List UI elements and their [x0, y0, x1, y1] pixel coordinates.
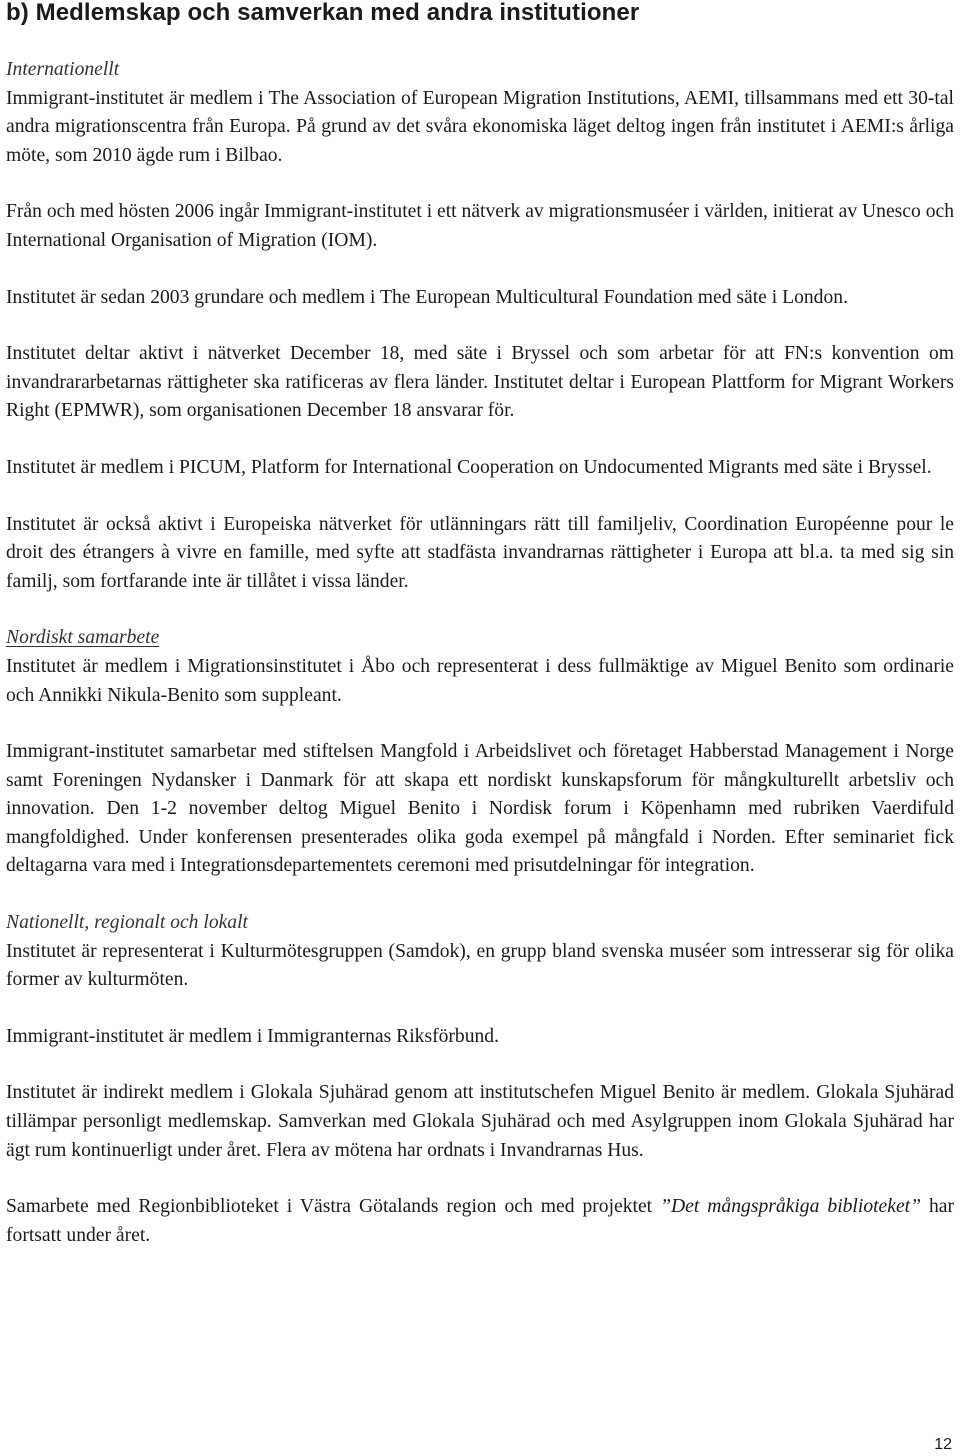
- paragraph-nordic-forum: Immigrant-institutet samarbetar med stiftelsen Mangfold i Arbeidslivet och företaget Habberstad Management i Norge samt Foreningen Nydansker i Danmark för att skapa ett nordiskt kunskapsforum för mångkulturellt arbetsliv och innovation. Den 1-2 november deltog Miguel Benito i Nordisk forum i Köpenhamn med rubriken Vaerdifuld mangfoldighed. Under konferensen presenterades olika goda exempel på mångfald i Norden. Efter seminariet fick deltagarna vara med i Integrationsdepartementets ceremoni med prisutdelningar för integration.: [6, 741, 954, 877]
- paragraph-riksforbund: Immigrant-institutet är medlem i Immigranternas Riksförbund.: [6, 1025, 500, 1047]
- paragraph-picum: Institutet är medlem i PICUM, Platform for International Cooperation on Undocumented Migrants med säte i Bryssel.: [6, 456, 932, 478]
- paragraph-regionbiblioteket: [6, 1193, 954, 1250]
- regionbiblioteket-text: Samarbete med Regionbiblioteket i Västra Götalands region och med projektet: [6, 1196, 661, 1218]
- paragraph-emf: Institutet är sedan 2003 grundare och medlem i The European Multicultural Foundation med säte i London.: [6, 286, 848, 308]
- page-heading: b) Medlemskap och samverkan med andra institutioner: [6, 0, 640, 26]
- document-body: [6, 56, 954, 1250]
- paragraph-aemi: Immigrant-institutet är medlem i The Association of European Migration Institutions, AEMI, tillsammans med ett 30-tal andra migrationscentra från Europa. På grund av det svåra ekonomiska läget deltog ingen från institutet i AEMI:s årliga möte, som 2010 ägde rum i Bilbao.: [6, 87, 954, 166]
- section-title-national: Nationellt, regionalt och lokalt: [6, 912, 248, 934]
- paragraph-unesco-iom: Från och med hösten 2006 ingår Immigrant-institutet i ett nätverk av migrationsmuséer i världen, initierat av Unesco och International Organisation of Migration (IOM).: [6, 201, 954, 251]
- paragraph-abo: Institutet är medlem i Migrationsinstitutet i Åbo och representerat i dess fullmäktige av Miguel Benito som ordinarie och Annikki Nikula-Benito som suppleant.: [6, 655, 954, 706]
- paragraph-coordination: Institutet är också aktivt i Europeiska nätverket för utlänningars rätt till familjeliv, Coordination Européenne pour le droit des étrangers à vivre en famille, med syfte att stadfästa invandrarnas rättigheter i Europa att bl.a. ta med sig sin familj, som fortfarande inte är tillåtet i vissa länder.: [6, 513, 954, 592]
- section-title-international: Internationellt: [6, 59, 120, 80]
- paragraph-december-18: Institutet deltar aktivt i nätverket December 18, med säte i Bryssel och som arbetar för att FN:s konvention om invandrararbetarnas rättigheter ska ratificeras av flera länder. Institutet deltar i European Plattform for Migrant Workers Right (EPMWR), som organisationen December 18 ansvarar för.: [6, 343, 954, 422]
- section-title-nordic: Nordiskt samarbete: [6, 627, 160, 649]
- paragraph-glokala: Institutet är indirekt medlem i Glokala Sjuhärad genom att institutschefen Miguel Benito är medlem. Glokala Sjuhärad tillämpar personligt medlemskap. Samverkan med Glokala Sjuhärad och med Asylgruppen inom Glokala Sjuhärad har ägt rum kontinuerligt under året. Flera av mötena har ordnats i Invandrarnas Hus.: [6, 1082, 954, 1161]
- regionbiblioteket-suffix: har fortsatt under året.: [6, 1196, 955, 1246]
- page-number: 12: [934, 1436, 952, 1453]
- project-title: ”Det mångspråkiga biblioteket”: [660, 1196, 921, 1218]
- paragraph-samdok: Institutet är representerat i Kulturmötesgruppen (Samdok), en grupp bland svenska muséer som intresserar sig för olika former av kulturmöten.: [6, 940, 954, 991]
